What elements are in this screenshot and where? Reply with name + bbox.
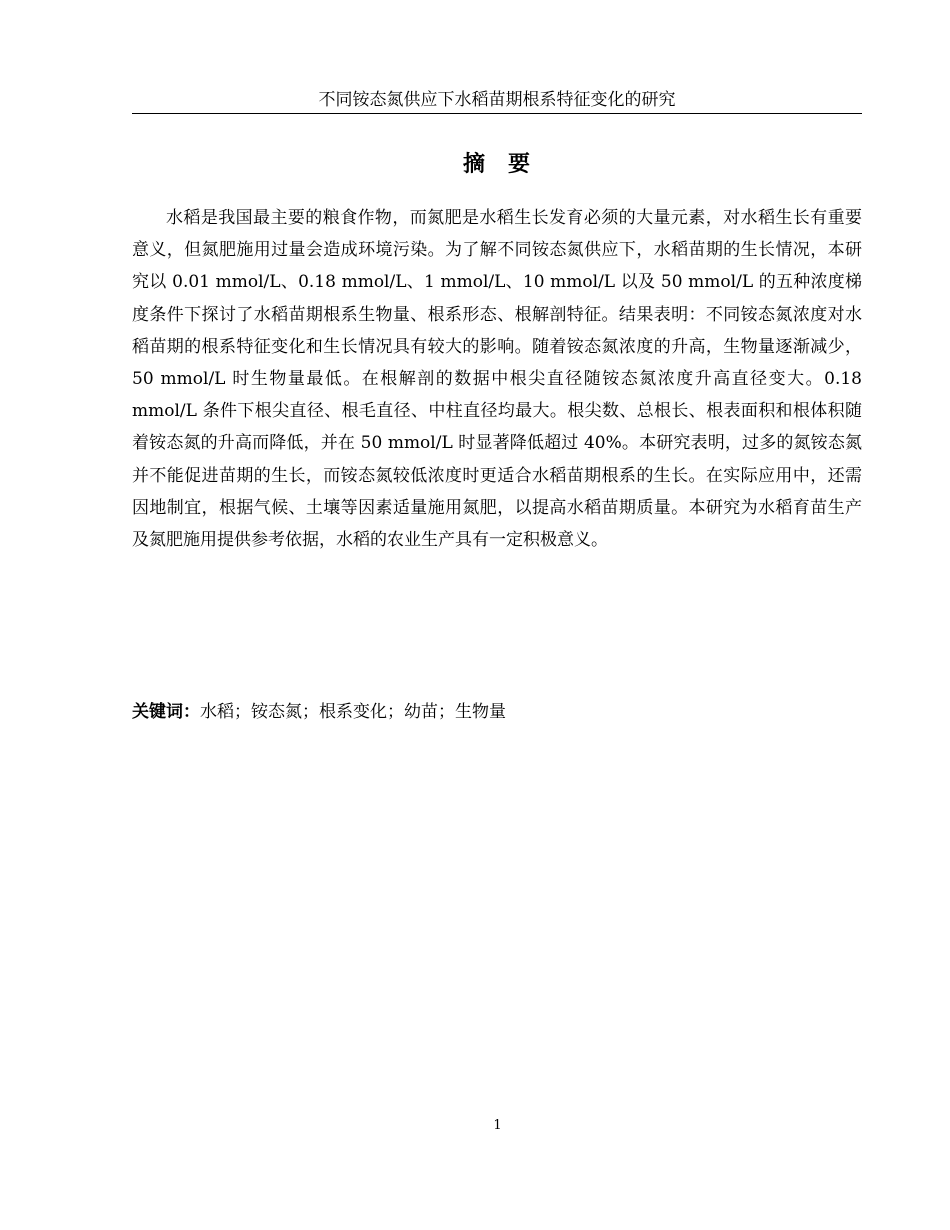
keywords-label: 关键词： bbox=[132, 702, 200, 722]
abstract-body: 水稻是我国最主要的粮食作物，而氮肥是水稻生长发育必须的大量元素，对水稻生长有重要意义，但氮肥施用过量会造成环境污染。为了解不同铵态氮供应下，水稻苗期的生长情况，本研究以 0.01 mmol/L、0.18 mmol/L、1 mmol/L、10 mmol/L 以及 50 mmol/L 的五种浓度梯度条件下探讨了水稻苗期根系生物量、根系形态、根解剖特征。结果表明：不同铵态氮浓度对水稻苗期的根系特征变化和生长情况具有较大的影响。随着铵态氮浓度的升高，生物量逐渐减少，50 mmol/L 时生物量最低。在根解剖的数据中根尖直径随铵态氮浓度升高直径变大。0.18 mmol/L 条件下根尖直径、根毛直径、中柱直径均最大。根尖数、总根长、根表面积和根体积随着铵态氮的升高而降低，并在 50 mmol/L 时显著降低超过 40%。本研究表明，过多的氮铵态氮并不能促进苗期的生长，而铵态氮较低浓度时更适合水稻苗期根系的生长。在实际应用中，还需因地制宜，根据气候、土壤等因素适量施用氮肥，以提高水稻苗期质量。本研究为水稻育苗生产及氮肥施用提供参考依据，水稻的农业生产具有一定积极意义。 bbox=[132, 208, 862, 551]
keywords-text: 水稻；铵态氮；根系变化；幼苗；生物量 bbox=[200, 702, 506, 722]
header-rule bbox=[132, 113, 862, 114]
abstract-title-part1: 摘 bbox=[462, 152, 486, 177]
abstract-title-part2: 要 bbox=[508, 152, 532, 177]
keywords bbox=[132, 698, 862, 726]
page-number: 1 bbox=[493, 1118, 502, 1133]
running-header: 不同铵态氮供应下水稻苗期根系特征变化的研究 bbox=[318, 90, 676, 110]
abstract-title bbox=[132, 150, 862, 180]
